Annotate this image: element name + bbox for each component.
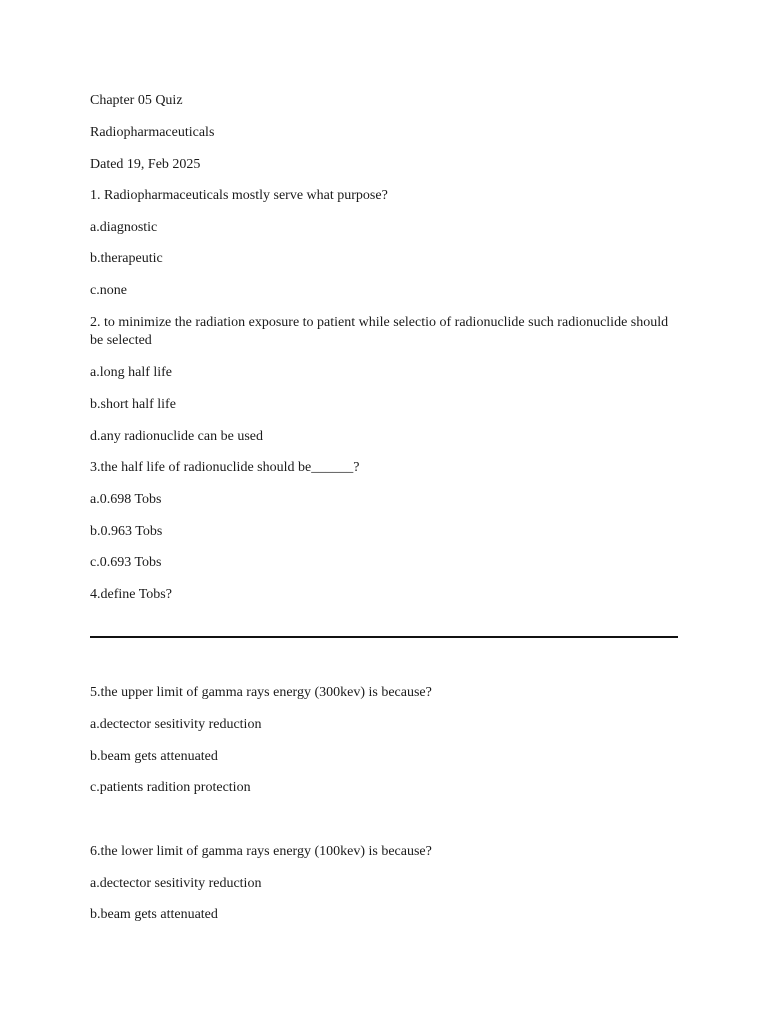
quiz-subject: Radiopharmaceuticals	[90, 125, 215, 140]
question-3-option-c: c.0.693 Tobs	[90, 555, 162, 570]
question-2-option-d: d.any radionuclide can be used	[90, 429, 263, 444]
question-2: 2. to minimize the radiation exposure to patient while selectio of radionuclide such radionuclide should be selected	[90, 315, 669, 348]
question-1-option-a: a.diagnostic	[90, 220, 158, 235]
question-2-option-a: a.long half life	[90, 365, 173, 380]
quiz-title: Chapter 05 Quiz	[90, 93, 183, 108]
question-2-option-b: b.short half life	[90, 397, 176, 412]
question-5: 5.the upper limit of gamma rays energy (300kev) is because?	[90, 685, 432, 700]
question-1-option-b: b.therapeutic	[90, 251, 163, 266]
question-5-option-c: c.patients radition protection	[90, 780, 251, 795]
question-6-option-a: a.dectector sesitivity reduction	[90, 876, 262, 891]
question-5-option-b: b.beam gets attenuated	[90, 749, 218, 764]
question-3: 3.the half life of radionuclide should be______?	[90, 460, 360, 475]
question-5-option-a: a.dectector sesitivity reduction	[90, 717, 262, 732]
question-3-option-b: b.0.963 Tobs	[90, 524, 163, 539]
quiz-date: Dated 19, Feb 2025	[90, 157, 201, 172]
section-divider	[90, 636, 678, 638]
question-6: 6.the lower limit of gamma rays energy (100kev) is because?	[90, 844, 432, 859]
question-4: 4.define Tobs?	[90, 587, 172, 602]
question-6-option-b: b.beam gets attenuated	[90, 907, 218, 922]
question-1-option-c: c.none	[90, 283, 127, 298]
question-3-option-a: a.0.698 Tobs	[90, 492, 162, 507]
question-1: 1. Radiopharmaceuticals mostly serve what purpose?	[90, 188, 388, 203]
